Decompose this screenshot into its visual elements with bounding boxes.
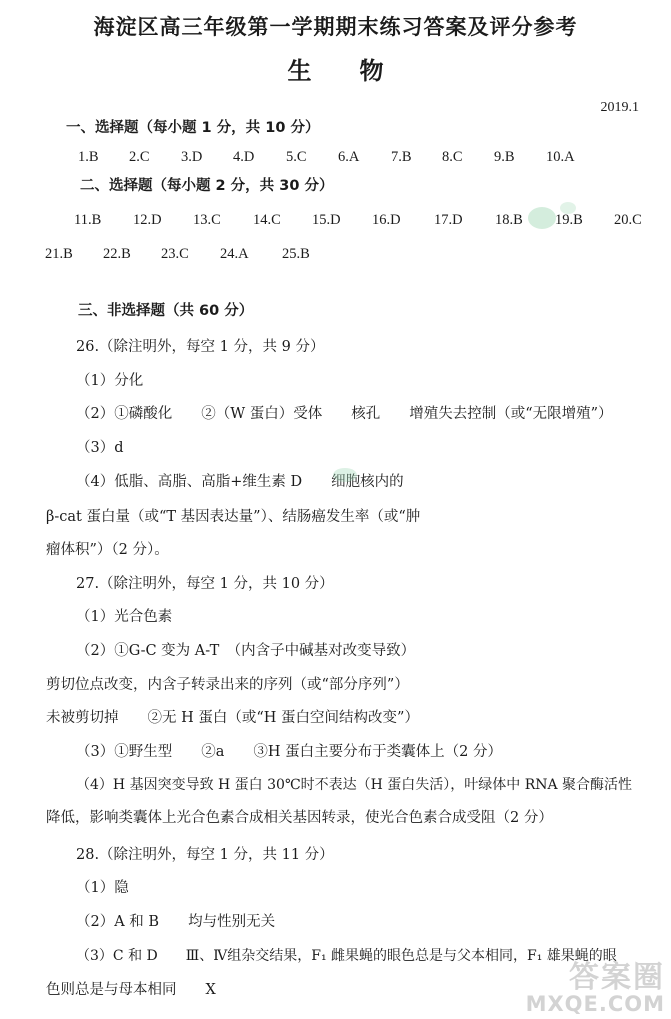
watermark-url: MXQE.COM [525,992,665,1016]
q26-part4-cont2: 瘤体积”）（2 分）。 [46,542,169,558]
q26-part1: （1）分化 [76,373,144,389]
q28-header: 28.（除注明外，每空 1 分，共 11 分） [76,847,334,863]
watermark-logo: 答案圈 [569,960,665,995]
q27-part2-cont2: 未被剪切掉 ②无 H 蛋白（或“H 蛋白空间结构改变”） [46,710,419,726]
answer-4: 4.D [233,149,255,165]
q26-part2: （2）①磷酸化 ②（W 蛋白）受体 核孔 增殖失去控制（或“无限增殖”） [76,406,613,422]
q27-part4-cont: 降低，影响类囊体上光合色素合成相关基因转录，使光合色素合成受阻（2 分） [46,810,553,826]
answer-7: 7.B [391,149,412,165]
answer-10: 10.A [546,149,575,165]
q27-part2: （2）①G-C 变为 A-T （内含子中碱基对改变导致） [76,643,416,659]
answer-13: 13.C [193,212,221,228]
q28-part1: （1）隐 [76,880,129,896]
q27-part4: （4）H 基因突变导致 H 蛋白 30℃时不表达（H 蛋白失活），叶绿体中 RNA 聚合酶活性 [76,777,633,793]
q27-part2-cont1: 剪切位点改变，内含子转录出来的序列（或“部分序列”） [46,677,409,693]
answer-18: 18.B [495,212,523,228]
exam-date: 2019.1 [600,100,639,115]
q27-part3: （3）①野生型 ②a ③H 蛋白主要分布于类囊体上（2 分） [76,744,502,760]
answer-15: 15.D [312,212,341,228]
answer-25: 25.B [282,246,310,262]
answer-16: 16.D [372,212,401,228]
q28-part3-cont: 色则总是与母本相同 X [46,982,216,998]
watermark [525,960,665,1016]
answer-14: 14.C [253,212,281,228]
answer-11: 11.B [74,212,102,228]
answer-19: 19.B [555,212,583,228]
answer-23: 23.C [161,246,189,262]
answer-1: 1.B [78,149,99,165]
q28-part3: （3）C 和 D Ⅲ、Ⅳ组杂交结果，F₁ 雌果蝇的眼色总是与父本相同，F₁ 雄果蝇的眼 [76,948,617,964]
answer-24: 24.A [220,246,249,262]
section1-heading: 一、选择题（每小题 1 分，共 10 分） [66,120,320,136]
answer-8: 8.C [442,149,463,165]
answer-5: 5.C [286,149,307,165]
q26-header: 26.（除注明外，每空 1 分，共 9 分） [76,339,325,355]
answer-3: 3.D [181,149,203,165]
q26-part3: （3）d [76,440,124,456]
document-title: 海淀区高三年级第一学期期末练习答案及评分参考 [93,15,578,39]
answer-6: 6.A [338,149,360,165]
q27-header: 27.（除注明外，每空 1 分，共 10 分） [76,576,334,592]
q26-part4: （4）低脂、高脂、高脂+维生素 D 细胞核内的 [76,474,404,490]
answer-21: 21.B [45,246,73,262]
answer-20: 20.C [614,212,642,228]
q26-part4-cont1: β-cat 蛋白量（或“T 基因表达量”）、结肠癌发生率（或“肿 [46,509,421,525]
section3-heading: 三、非选择题（共 60 分） [78,303,254,319]
section2-heading: 二、选择题（每小题 2 分，共 30 分） [80,178,334,194]
answer-9: 9.B [494,149,515,165]
answer-2: 2.C [129,149,150,165]
answer-12: 12.D [133,212,162,228]
q28-part2: （2）A 和 B 均与性别无关 [76,914,276,930]
q27-part1: （1）光合色素 [76,609,173,625]
answer-17: 17.D [434,212,463,228]
answer-22: 22.B [103,246,131,262]
subject-title: 生 物 [287,57,384,85]
